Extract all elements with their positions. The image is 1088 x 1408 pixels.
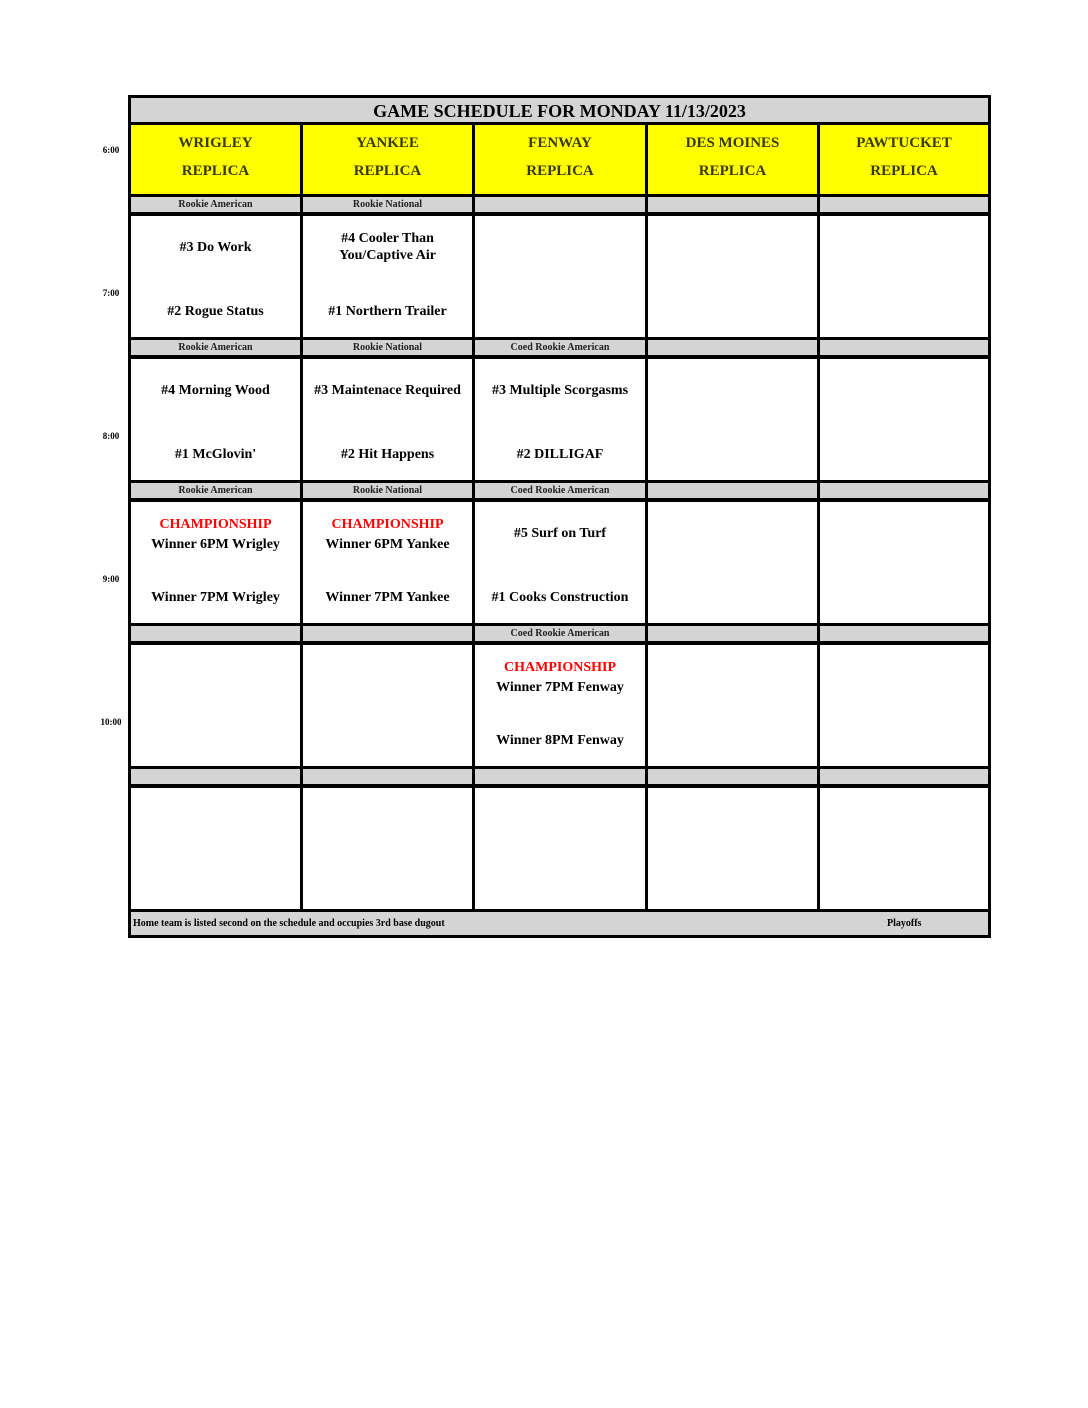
division-label	[820, 769, 988, 784]
game-cell	[820, 645, 988, 766]
away-team: #3 Multiple Scorgasms	[491, 383, 629, 398]
field-subtitle: REPLICA	[181, 163, 250, 179]
field-header-wrigley	[131, 125, 300, 194]
game-cell	[131, 645, 300, 766]
home-team: Winner 7PM Yankee	[325, 590, 450, 605]
division-label	[303, 769, 472, 784]
field-name: DES MOINES	[685, 135, 780, 151]
game-cell	[648, 359, 817, 480]
game-cell	[303, 216, 472, 337]
game-cell	[131, 359, 300, 480]
division-label: Rookie American	[131, 483, 300, 498]
schedule-table	[128, 95, 991, 938]
time-label: 10:00	[100, 717, 122, 727]
field-header-row	[131, 125, 988, 194]
division-label	[820, 340, 988, 355]
division-label	[820, 197, 988, 212]
home-team: Winner 7PM Wrigley	[151, 590, 280, 605]
division-label	[648, 769, 817, 784]
division-label	[820, 626, 988, 641]
home-team: #1 Northern Trailer	[328, 304, 447, 319]
game-cell	[820, 788, 988, 909]
away-team: Winner 7PM Fenway	[496, 680, 624, 695]
division-label: Coed Rookie American	[475, 483, 645, 498]
time-slot	[131, 483, 988, 626]
home-team: #1 Cooks Construction	[491, 590, 629, 605]
division-label	[648, 626, 817, 641]
time-label: 7:00	[102, 288, 120, 298]
division-label: Rookie National	[303, 197, 472, 212]
field-name: YANKEE	[356, 135, 419, 151]
game-cell	[475, 359, 645, 480]
away-team: #5 Surf on Turf	[513, 526, 607, 541]
game-cell	[303, 645, 472, 766]
time-label: 6:00	[102, 145, 120, 155]
time-label: 8:00	[102, 431, 120, 441]
division-label: Rookie American	[131, 197, 300, 212]
home-team: #2 Hit Happens	[340, 447, 435, 462]
game-cell	[303, 359, 472, 480]
home-team-note: Home team is listed second on the schedule and occupies 3rd base dugout	[133, 918, 445, 929]
home-team: Winner 8PM Fenway	[496, 733, 624, 748]
away-team: #3 Do Work	[179, 240, 252, 255]
field-subtitle: REPLICA	[698, 163, 767, 179]
game-cell	[131, 502, 300, 623]
game-cell	[475, 216, 645, 337]
time-slot	[131, 769, 988, 912]
field-header-yankee	[303, 125, 472, 194]
division-label: Coed Rookie American	[475, 626, 645, 641]
division-label	[303, 626, 472, 641]
game-cell	[303, 788, 472, 909]
home-team: #2 DILLIGAF	[516, 447, 604, 462]
away-team: #3 Maintenace Required	[314, 383, 461, 398]
field-header-fenway	[475, 125, 645, 194]
game-cell	[475, 502, 645, 623]
division-label: Rookie National	[303, 483, 472, 498]
field-header-des-moines	[648, 125, 817, 194]
division-label: Coed Rookie American	[475, 340, 645, 355]
game-cell	[648, 788, 817, 909]
time-label: 9:00	[102, 574, 120, 584]
home-team: #1 McGlovin'	[174, 447, 257, 462]
game-cell	[475, 645, 645, 766]
field-name: PAWTUCKET	[856, 135, 952, 151]
game-cell	[131, 788, 300, 909]
game-cell	[475, 788, 645, 909]
division-label	[648, 197, 817, 212]
game-cell	[820, 502, 988, 623]
game-cell	[648, 645, 817, 766]
division-label	[648, 483, 817, 498]
game-cell	[303, 502, 472, 623]
field-header-pawtucket	[820, 125, 988, 194]
away-team: Winner 6PM Yankee	[325, 537, 450, 552]
championship-label: CHAMPIONSHIP	[504, 660, 616, 675]
field-subtitle: REPLICA	[870, 163, 938, 179]
field-name: WRIGLEY	[178, 135, 253, 151]
division-label	[820, 483, 988, 498]
game-cell	[820, 216, 988, 337]
division-label	[475, 197, 645, 212]
championship-label: CHAMPIONSHIP	[159, 517, 272, 532]
championship-label: CHAMPIONSHIP	[331, 517, 444, 532]
field-subtitle: REPLICA	[353, 163, 422, 179]
division-label	[131, 626, 300, 641]
division-label: Rookie American	[131, 340, 300, 355]
schedule-title: GAME SCHEDULE FOR MONDAY 11/13/2023	[131, 98, 988, 122]
division-label: Rookie National	[303, 340, 472, 355]
division-label	[131, 769, 300, 784]
time-slot	[131, 626, 988, 769]
game-cell	[648, 502, 817, 623]
game-cell	[131, 216, 300, 337]
away-team: #4 Cooler Than You/Captive Air	[339, 231, 436, 263]
game-type-label: Playoffs	[887, 918, 922, 929]
home-team: #2 Rogue Status	[167, 304, 264, 319]
time-slot	[131, 340, 988, 483]
away-team: Winner 6PM Wrigley	[151, 537, 280, 552]
away-team: #4 Morning Wood	[161, 383, 270, 398]
time-slot	[131, 197, 988, 340]
field-subtitle: REPLICA	[526, 163, 594, 179]
schedule-footer	[131, 912, 988, 935]
field-name: FENWAY	[528, 135, 592, 151]
game-cell	[820, 359, 988, 480]
division-label	[475, 769, 645, 784]
division-label	[648, 340, 817, 355]
game-cell	[648, 216, 817, 337]
